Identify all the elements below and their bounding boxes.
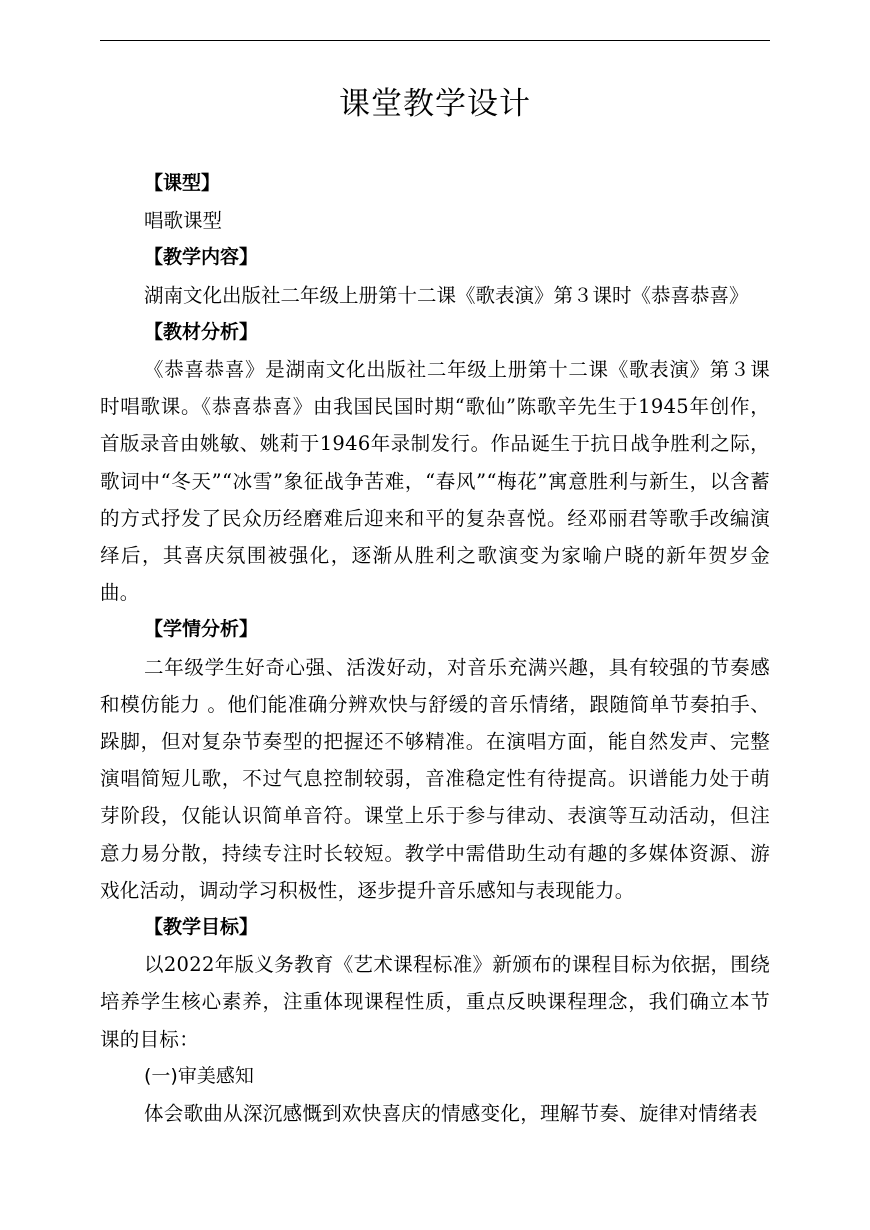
teaching-content-value: 湖南文化出版社二年级上册第十二课《歌表演》第３课时《恭喜恭喜》 [144, 283, 749, 307]
goal-subheading-aesthetic-perception: (一)审美感知 [144, 1064, 254, 1087]
section-heading-student-analysis: 【学情分析】 [144, 618, 259, 641]
page-title: 课堂教学设计 [339, 86, 531, 122]
aesthetic-perception-paragraph: 体会歌曲从深沉感慨到欢快喜庆的情感变化，理解节奏、旋律对情绪表 [144, 1102, 758, 1126]
section-heading-teaching-goals: 【教学目标】 [144, 916, 259, 939]
document-body [100, 165, 770, 1132]
section-heading-material-analysis: 【教材分析】 [144, 320, 259, 343]
student-analysis-paragraph: 二年级学生好奇心强、活泼好动，对音乐充满兴趣，具有较强的节奏感和模仿能力 。他们能准确分辨欢快与舒缓的音乐情绪，跟随简单节奏拍手、跺脚，但对复杂节奏型的把握还不够精准。在演唱方面，能自然发声、完整演唱简短儿歌，不过气息控制较弱，音准稳定性有待提高。识谱能力处于萌芽阶段，仅能认识简单音符。课堂上乐于参与律动、表演等互动活动，但注意力易分散，持续专注时长较短。教学中需借助生动有趣的多媒体资源、游戏化活动，调动学习积极性，逐步提升音乐感知与表现能力。 [100, 655, 770, 902]
section-heading-teaching-content: 【教学内容】 [144, 246, 259, 269]
section-heading-lesson-type: 【课型】 [144, 172, 221, 194]
material-analysis-paragraph: 《恭喜恭喜》是湖南文化出版社二年级上册第十二课《歌表演》第３课时唱歌课。《恭喜恭喜》由我国民国时期“歌仙”陈歌辛先生于1945年创作，首版录音由姚敏、姚莉于1946年录制发行。作品诞生于抗日战争胜利之际，歌词中“冬天”“冰雪”象征战争苦难，“春风”“梅花”寓意胜利与新生，以含蓄的方式抒发了民众历经磨难后迎来和平的复杂喜悦。经邓丽君等歌手改编演绎后，其喜庆氛围被强化，逐渐从胜利之歌演变为家喻户晓的新年贺岁金曲。 [100, 358, 770, 605]
lesson-type-value: 唱歌课型 [144, 209, 223, 233]
teaching-goals-paragraph: 以2022年版义务教育《艺术课程标准》新颁布的课程目标为依据，围绕培养学生核心素养，注重体现课程性质，重点反映课程理念，我们确立本节课的目标： [100, 953, 770, 1051]
header-rule [100, 40, 770, 41]
